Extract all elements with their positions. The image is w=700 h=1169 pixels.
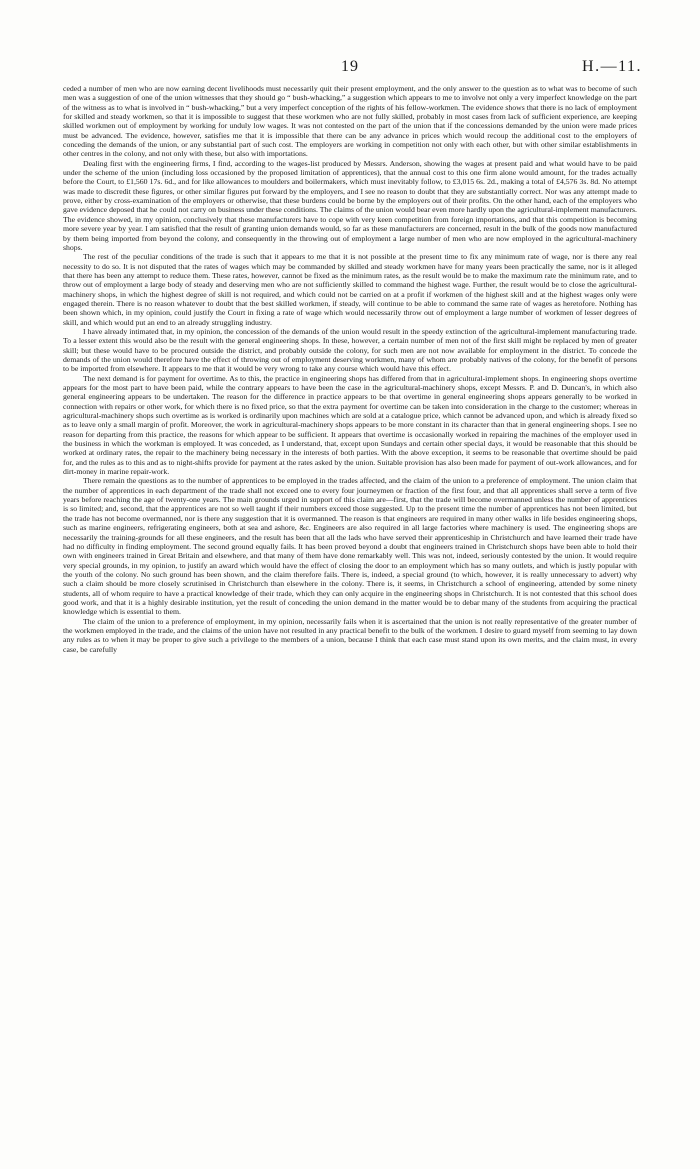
paragraph: I have already intimated that, in my opinion, the concession of the demands of the union would result in the speedy extinction of the agricultural-implement manufacturing trade. To a lesser extent this would also be the result with the general engineering shops. In these, however, a certain number of men not of the first skill might be replaced by men of greater skill; but these would have to be procured outside the district, and probably outside the colony, for such men are not now available for employment in the district. To concede the demands of the union would therefore have the effect of throwing out of employment deserving workmen, many of whom are probably natives of the colony, for the benefit of persons to be imported from elsewhere. It appears to me that it would be very wrong to take any course which would have this effect. xyxy=(63,326,637,374)
page-number: 19 xyxy=(341,58,359,75)
page-header xyxy=(0,58,700,78)
paragraph: The rest of the peculiar conditions of the trade is such that it appears to me that it is not possible at the present time to fix any minimum rate of wage, nor is there any real necessity to do so. It is not disputed that the rates of wages which may be commanded by skilled and steady workmen have for many years been practically the same, nor is it alleged that there has been any attempt to reduce them. These rates, however, cannot be fixed as the minimum rates, as the result would be to make the maximum rate the minimum rate, and to throw out of employment a large body of steady and deserving men who are not sufficiently skilled to command the highest wage. Further, the result would be to close the agricultural-machinery shops, in which the highest degree of skill is not required, and which could not be carried on at a profit if workmen of the highest skill and at the highest wages only were engaged therein. There is no reason whatever to doubt that the best skilled workmen, if steady, will continue to be able to command the same rate of wages as heretofore. Nothing has been shown which, in my opinion, could justify the Court in fixing a rate of wage which would necessarily throw out of employment a large number of workmen of lesser degrees of skill, and which would put an end to an already struggling industry. xyxy=(63,252,637,327)
paragraph: The next demand is for payment for overtime. As to this, the practice in engineering shops has differed from that in agricultural-implement shops. In engineering shops overtime appears for the most part to have been paid, while the contrary appears to have been the case in the agricultural-machinery shops, except Messrs. P. and D. Duncan's, in which also general engineering appears to be undertaken. The reason for the difference in practice appears to be that overtime in general engineering shops appears generally to be worked in connection with repairs or other work, for which there is no fixed price, so that the extra payment for overtime can be taken into consideration in the charge to the customer; whereas in agricultural-machinery shops such overtime as is worked is ordinarily upon machines which are sold at a catalogue price, which cannot be advanced upon, and which is already fixed so as to leave only a small margin of profit. Moreover, the work in agricultural-machinery shops appears to be more constant in its character than that in general engineering shops. I see no reason for departing from this practice, the reasons for which appear to be sufficient. It appears that overtime is occasionally worked in repairing the machines of the employer used in the business in which the workman is employed. It was conceded, as I understand, that, except upon Sundays and certain other special days, it would be reasonable that this should be worked at ordinary rates, the repair to the machinery being necessary in the interests of both parties. With the above exception, it seems to be reasonable that overtime should be paid for, and the rules as to this and as to night-shifts provide for payment at the rates asked by the union. Suitable provision has also been made for payment of out-work allowances, and for dirt-money in marine repair-work. xyxy=(63,373,637,477)
paragraph: Dealing first with the engineering firms, I find, according to the wages-list produced by Messrs. Anderson, showing the wages at present paid and what would have to be paid under the scheme of the union (including loss occasioned by the proposed limitation of apprentices), that the annual cost to this one firm alone would amount, for the trades actually before the Court, to £1,560 17s. 6d., and for like allowances to moulders and boilermakers, which must inevitably follow, to £3,015 6s. 2d., making a total of £4,576 3s. 8d. No attempt was made to discredit these figures, or other similar figures put forward by the employers, and I see no reason to doubt that they are substantially correct. Nor was any attempt made to prove, either by cross-examination of the employers or otherwise, that these burdens could be borne by the employers out of their profits. On the other hand, each of the employers who gave evidence deposed that he could not carry on business under these conditions. The claims of the union would bear even more hardly upon the agricultural-implement manufacturers. The evidence showed, in my opinion, conclusively that these manufacturers have to cope with very keen competition from foreign importations, and that this competition is becoming more severe year by year. I am satisfied that the result of granting union demands would, so far as these manufacturers are concerned, result in the bulk of the goods now manufactured by them being imported from beyond the colony, and consequently in the throwing out of employment a large number of men who are now employed in the agricultural-machinery shops. xyxy=(63,158,637,252)
paragraph: ceded a number of men who are now earning decent livelihoods must necessarily quit their present employment, and the only answer to the question as to what was to become of such men was a suggestion of one of the union witnesses that they should go “ bush-whacking,” a suggestion which appears to me to involve not only a very imperfect knowledge on the part of the witness as to what is involved in “ bush-whacking,” but a very imperfect conception of the rights of his fellow-workmen. The evidence shows that there is no lack of employment for skilled and steady workmen, so that it is impossible to suggest that these workmen who are not fully skilled, probably in most cases from lack of sufficient experience, are keeping skilled workmen out of employment by working for unduly low wages. It was not contested on the part of the union that if the concessions demanded by the union were made prices must be advanced. The evidence, however, satisfies me that it is impossible that there can be any advance in prices which would recoup the additional cost to the employers of conceding the demands of the union, or any substantial part of such cost. The employers are working in competition not only with each other, but with other similar establishments in other centres in the colony, and not only with these, but also with importations. xyxy=(63,84,637,159)
body-text xyxy=(63,84,637,654)
paragraph: There remain the questions as to the number of apprentices to be employed in the trades affected, and the claim of the union to a preference of employment. The union claim that the number of apprentices in each department of the trade shall not exceed one to every four journeymen or fraction of the first four, and that all apprentices shall serve a term of five years before reaching the age of twenty-one years. The main grounds urged in support of this claim are—first, that the trade will become overmanned unless the number of apprentices is so limited; and, second, that the apprentices are not so well taught if their numbers exceed those suggested. Up to the present time the number of apprentices has not been limited, but the trade has not become overmanned, nor is there any suggestion that it is overmanned. The reason is that engineers are required in many other walks in life besides engineering shops, such as marine engineers, refrigerating engineers, both at sea and ashore, &c. Engineers are also required in all large factories where machinery is used. The engineering shops are necessarily the training-grounds for all these engineers, and the result has been that all the lads who have served their apprenticeship in Christchurch and have learned their trade have had no difficulty in finding employment. The second ground equally fails. It has been proved beyond a doubt that engineers trained in Christchurch shops have been able to hold their own with engineers trained in Great Britain and elsewhere, and that many of them have done remarkably well. This was not, indeed, seriously contested by the union. It would require very special grounds, in my opinion, to justify an award which would have the effect of closing the door to an employment which has so many outlets, and which is justly popular with the youth of the colony. No such ground has been shown, and the claim therefore fails. There is, indeed, a special ground (to which, however, it is really unnecessary to advert) why such a claim should be more closely scrutinised in Christchurch than elsewhere in the colony. There is, it seems, in Christchurch a school of engineering, attended by some ninety students, all of whom require to have a practical knowledge of their trade, which they can only acquire in the engineering shops in Christchurch. It is not contested that this school does good work, and that it is a highly desirable institution, yet the result of conceding the union demand in the matter would be to debar many of the students from acquiring the practical knowledge which is essential to them. xyxy=(63,476,637,617)
paragraph: The claim of the union to a preference of employment, in my opinion, necessarily fails when it is ascertained that the union is not really representative of the greater number of the workmen employed in the trade, and the claims of the union have not resulted in any practical benefit to the bulk of the workmen. I desire to guard myself from seeming to lay down any rules as to when it may be proper to give such a privilege to the members of a union, because I think that each case must stand upon its own merits, and the claim must, in every case, be carefully xyxy=(63,616,637,654)
document-reference: H.—11. xyxy=(582,58,642,75)
